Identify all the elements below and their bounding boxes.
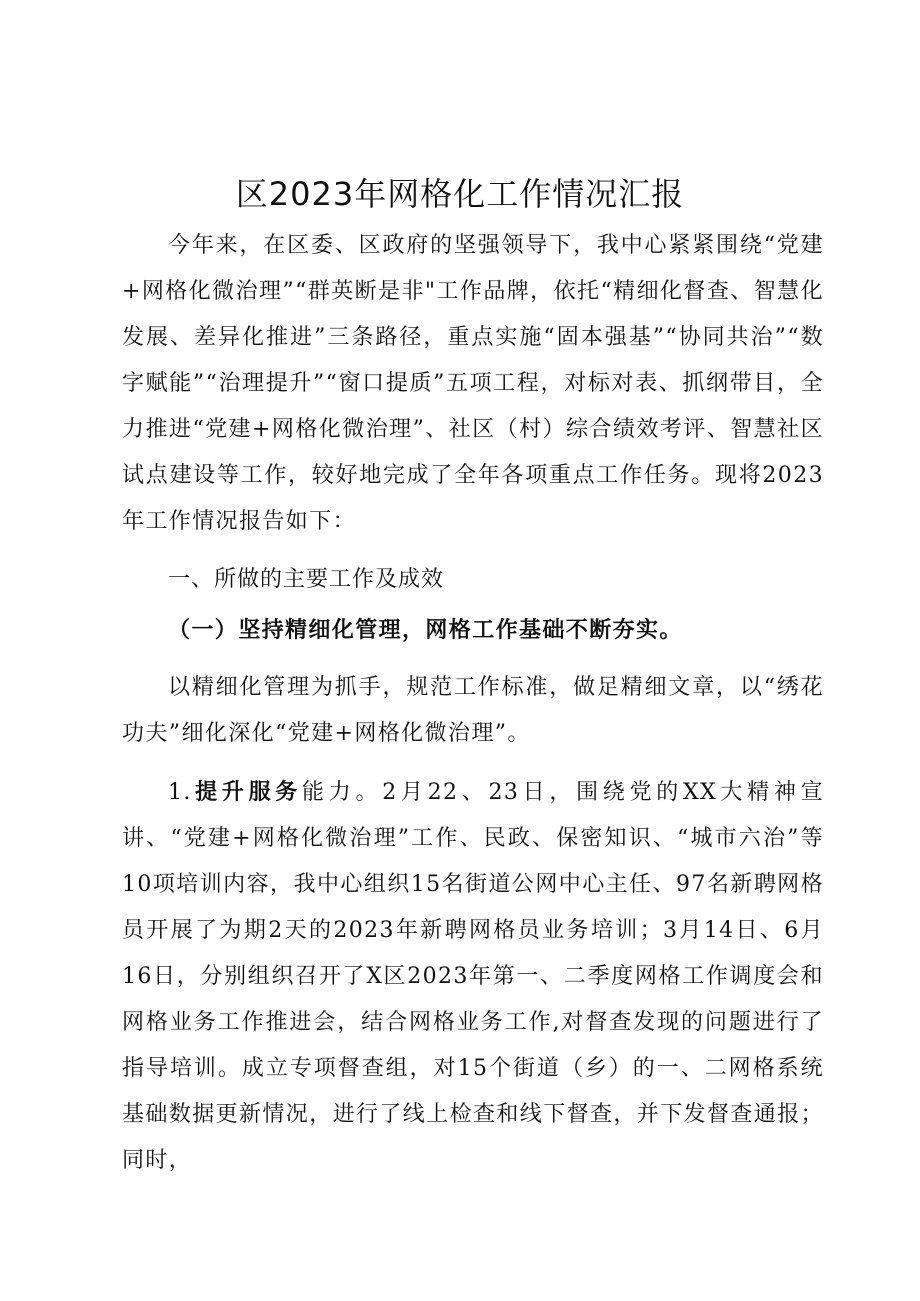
item-text: 能力。2月22、23日，围绕党的XX大精神宣讲、“党建+网格化微治理”工作、民政、保密知识、“城市六治”等10项培训内容，我中心组织15名街道公网中心主任、97名新聘网格员开展了为期2天的2023年新聘网格员业务培训；3月14日、6月16日，分别组织召开了X区2023年第一、二季度网格工作调度会和网格业务工作推进会，结合网格业务工作,对督查发现的问题进行了指导培训。成立专项督查组，对15个街道（乡）的一、二网格系统基础数据更新情况，进行了线上检查和线下督查，并下发督查通报；同时， (122, 780, 825, 1173)
item-number: 1. (168, 780, 192, 805)
subsection-heading-1: （一）坚持精细化管理，网格工作基础不断夯实。 (168, 617, 683, 643)
document-body (122, 223, 824, 1184)
body-paragraph-2: 以精细化管理为抓手，规范工作标准，做足精细文章，以“绣花功夫”细化深化“党建+网格化微治理”。 (122, 675, 824, 746)
document-title: 区2023年网格化工作情况汇报 (235, 175, 685, 213)
item-lead-bold: 提升服务 (191, 779, 303, 805)
body-paragraph-3 (122, 769, 824, 1184)
intro-paragraph: 今年来，在区委、区政府的坚强领导下，我中心紧紧围绕“党建+网格化微治理”“群英断是非"工作品牌，依托“精细化督查、智慧化发展、差异化推进”三条路径，重点实施“固本强基”“协同共治”“数字赋能”“治理提升”“窗口提质”五项工程，对标对表、抓纲带目，全力推进“党建+网格化微治理”、社区（村）综合绩效考评、智慧社区试点建设等工作，较好地完成了全年各项重点工作任务。现将2023年工作情况报告如下： (122, 233, 824, 534)
section-heading-1: 一、所做的主要工作及成效 (168, 567, 445, 592)
